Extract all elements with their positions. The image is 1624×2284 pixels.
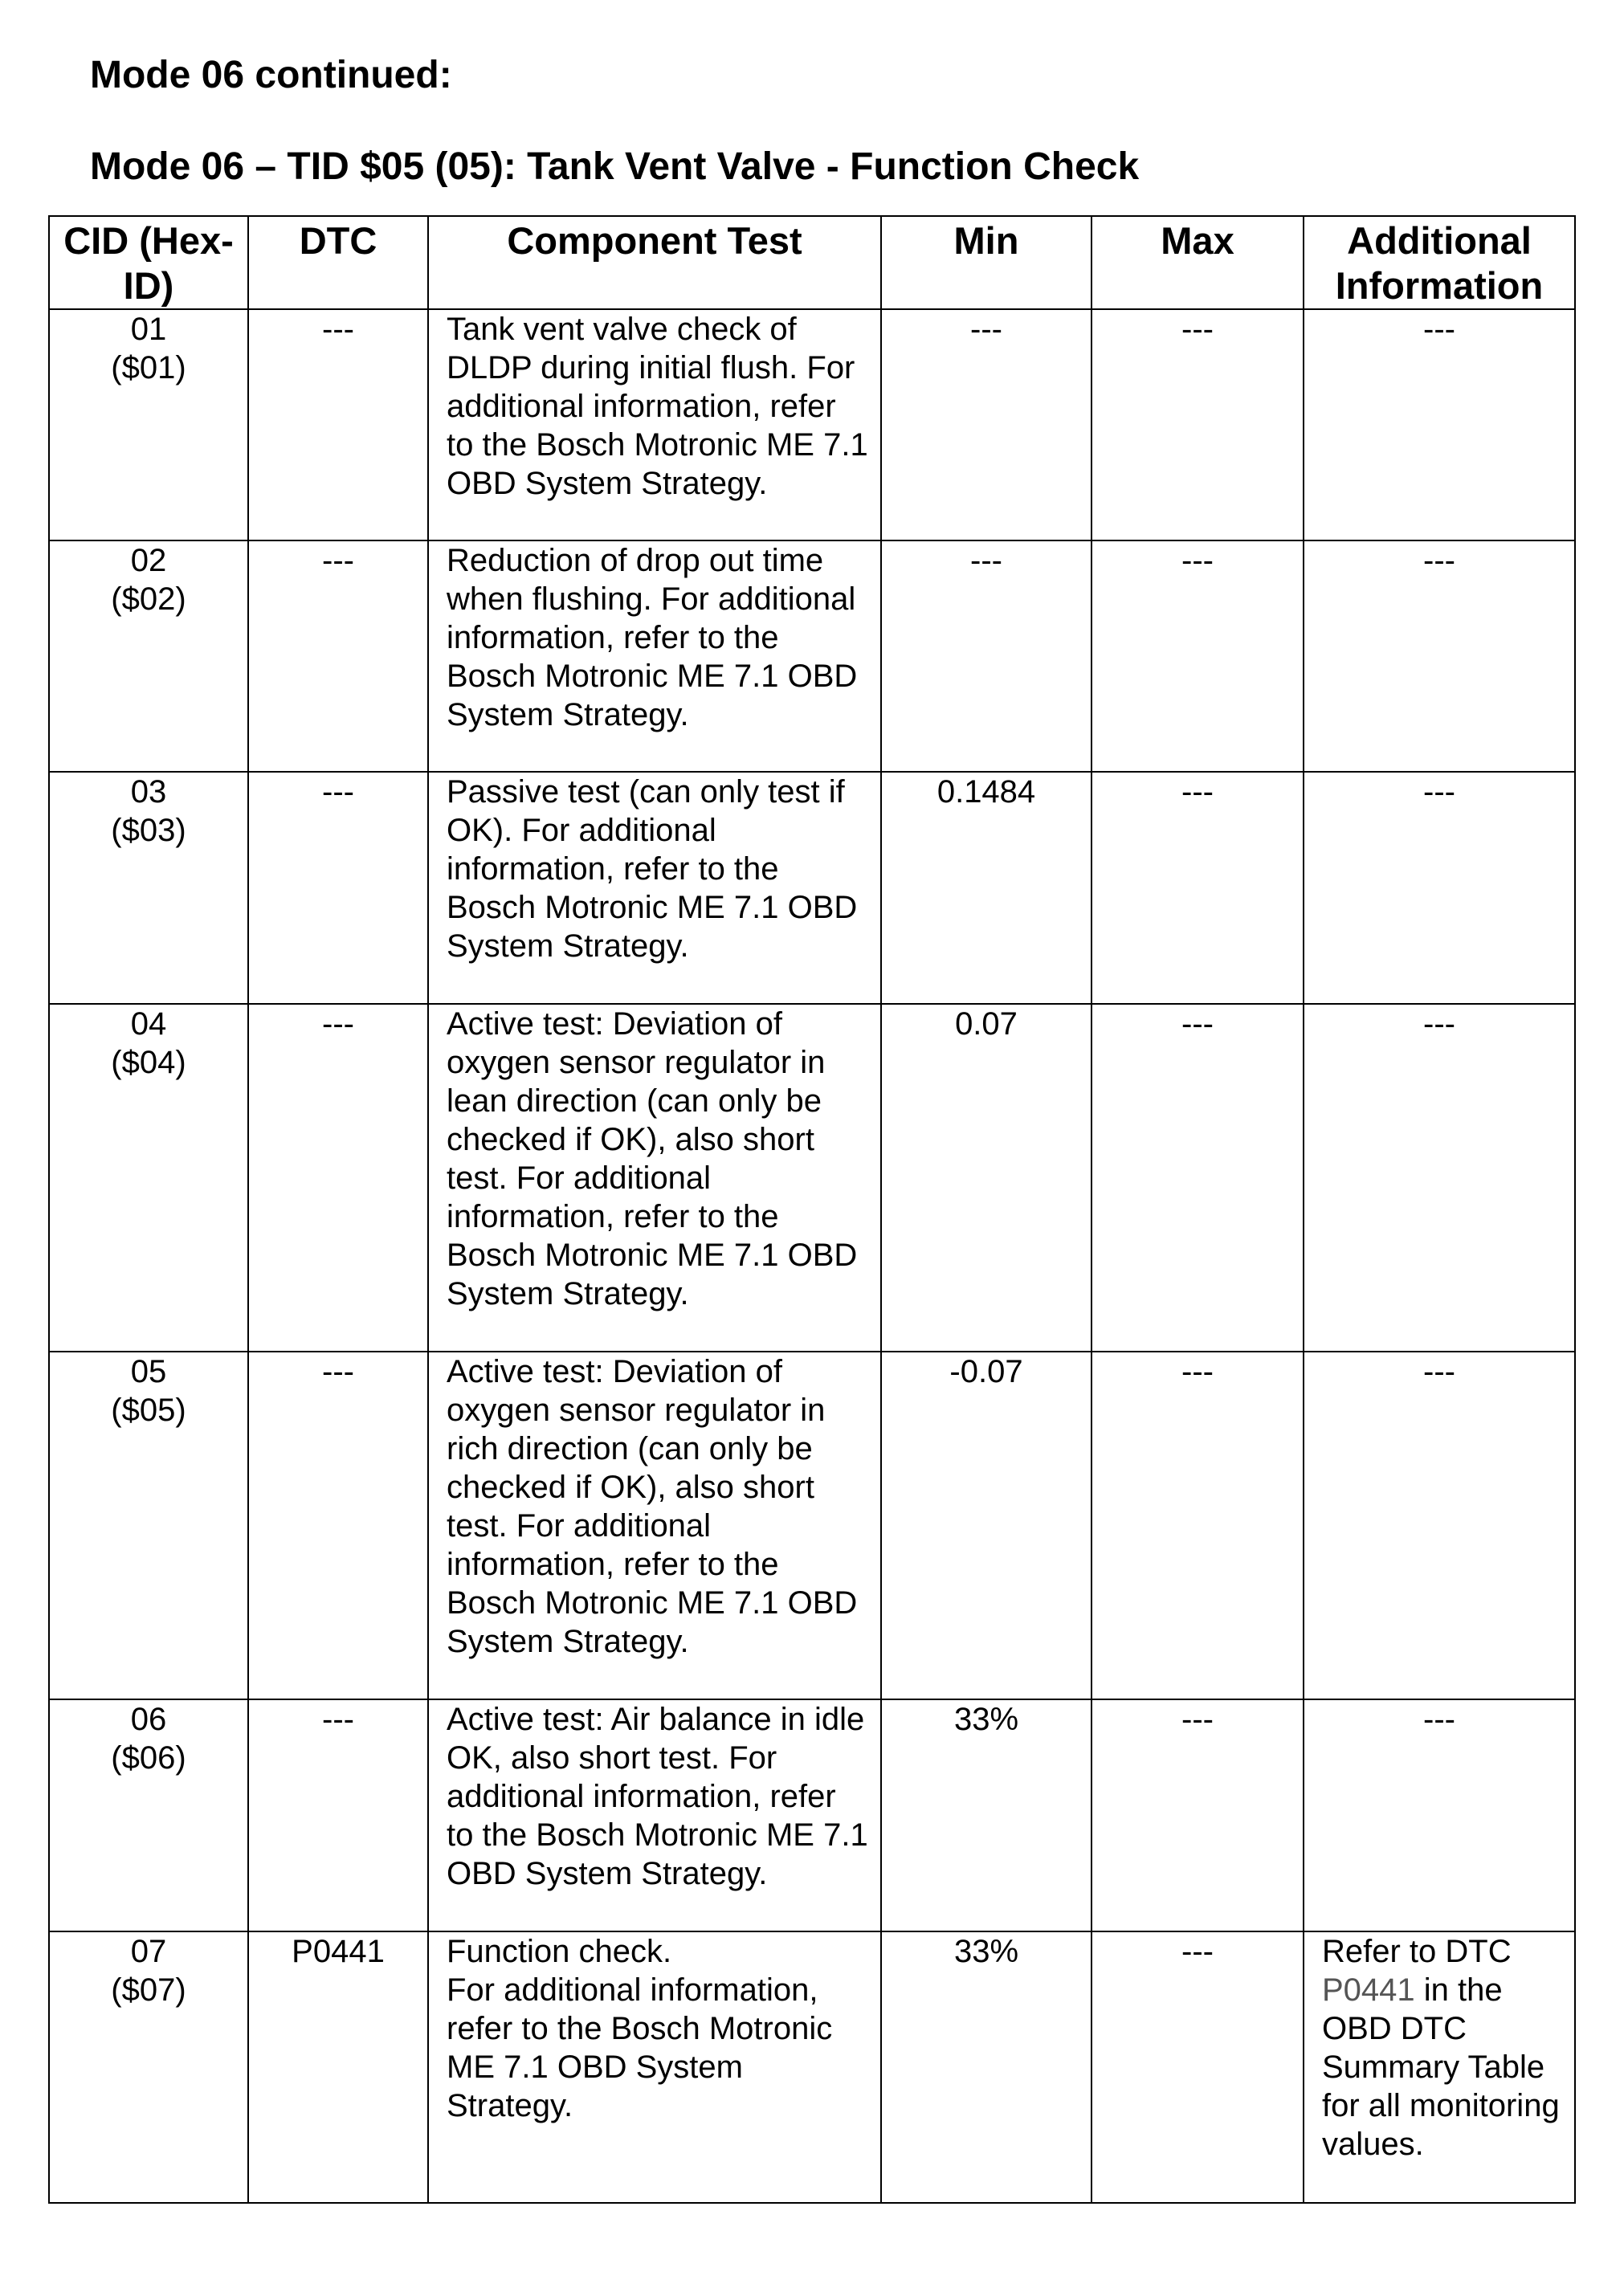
additional-info-cell: --- <box>1304 540 1575 772</box>
min-cell: 0.1484 <box>881 772 1092 1004</box>
cid-cell <box>49 1699 248 1931</box>
cid-cell <box>49 309 248 540</box>
section-title: Mode 06 – TID $05 (05): Tank Vent Valve - Function Check <box>90 145 1140 188</box>
component-test-cell: Active test: Air balance in idle OK, also short test. For additional information, refer to the Bosch Motronic ME 7.1 OBD System Strategy. <box>428 1699 881 1931</box>
table-row <box>49 1352 1575 1699</box>
header-additional-line1: Additional <box>1347 219 1532 262</box>
component-test-cell <box>428 1931 881 2203</box>
table-row <box>49 540 1575 772</box>
dtc-cell: --- <box>248 540 428 772</box>
component-test-cell: Reduction of drop out time when flushing. For additional information, refer to the Bosch Motronic ME 7.1 OBD System Strategy. <box>428 540 881 772</box>
dtc-reference-link[interactable]: P0441 <box>1322 1972 1415 2008</box>
cid-value: 06 <box>130 1702 167 1737</box>
header-cid <box>49 216 248 309</box>
hex-id-value: ($06) <box>111 1740 186 1776</box>
cid-cell <box>49 1352 248 1699</box>
header-additional-information <box>1304 216 1575 309</box>
component-test-cell: Tank vent valve check of DLDP during initial flush. For additional information, refer to the Bosch Motronic ME 7.1 OBD System Strategy. <box>428 309 881 540</box>
hex-id-value: ($03) <box>111 813 186 848</box>
component-test-cell: Active test: Deviation of oxygen sensor regulator in lean direction (can only be checked if OK), also short test. For additional information, refer to the Bosch Motronic ME 7.1 OBD System Strategy. <box>428 1004 881 1352</box>
table-row <box>49 1699 1575 1931</box>
additional-info-cell <box>1304 1931 1575 2203</box>
additional-info-cell: --- <box>1304 1699 1575 1931</box>
header-min: Min <box>881 216 1092 309</box>
cid-value: 05 <box>130 1354 167 1389</box>
cid-value: 01 <box>130 312 167 347</box>
hex-id-value: ($05) <box>111 1393 186 1428</box>
dtc-cell: --- <box>248 772 428 1004</box>
hex-id-value: ($01) <box>111 350 186 385</box>
header-cid-line2: (Hex-ID) <box>123 219 234 307</box>
min-cell: 0.07 <box>881 1004 1092 1352</box>
dtc-cell: --- <box>248 1699 428 1931</box>
header-dtc: DTC <box>248 216 428 309</box>
max-cell: --- <box>1092 772 1304 1004</box>
max-cell: --- <box>1092 1931 1304 2203</box>
cid-value: 04 <box>130 1006 167 1042</box>
cid-cell <box>49 772 248 1004</box>
table-row <box>49 1004 1575 1352</box>
component-test-cell: Passive test (can only test if OK). For additional information, refer to the Bosch Motronic ME 7.1 OBD System Strategy. <box>428 772 881 1004</box>
min-cell: --- <box>881 540 1092 772</box>
cid-cell <box>49 540 248 772</box>
component-test-line2: For additional information, refer to the Bosch Motronic ME 7.1 OBD System Strategy. <box>447 1972 833 2123</box>
header-component-test: Component Test <box>428 216 881 309</box>
header-max: Max <box>1092 216 1304 309</box>
max-cell: --- <box>1092 1352 1304 1699</box>
hex-id-value: ($07) <box>111 1972 186 2008</box>
min-cell: --- <box>881 309 1092 540</box>
hex-id-value: ($02) <box>111 581 186 617</box>
additional-info-cell: --- <box>1304 309 1575 540</box>
dtc-cell: --- <box>248 309 428 540</box>
dtc-cell: P0441 <box>248 1931 428 2203</box>
info-prefix: Refer to DTC <box>1322 1934 1512 1969</box>
cid-value: 07 <box>130 1934 167 1969</box>
max-cell: --- <box>1092 1004 1304 1352</box>
cid-cell <box>49 1931 248 2203</box>
cid-value: 02 <box>130 543 167 578</box>
max-cell: --- <box>1092 540 1304 772</box>
table-row <box>49 309 1575 540</box>
cid-cell <box>49 1004 248 1352</box>
component-test-cell: Active test: Deviation of oxygen sensor regulator in rich direction (can only be checked if OK), also short test. For additional information, refer to the Bosch Motronic ME 7.1 OBD System Strategy. <box>428 1352 881 1699</box>
additional-info-cell: --- <box>1304 1004 1575 1352</box>
dtc-cell: --- <box>248 1004 428 1352</box>
table-row <box>49 772 1575 1004</box>
table-header-row <box>49 216 1575 309</box>
additional-info-cell: --- <box>1304 1352 1575 1699</box>
info-suffix: in the OBD DTC Summary Table for all monitoring values. <box>1322 1972 1560 2162</box>
max-cell: --- <box>1092 1699 1304 1931</box>
header-additional-line2: Information <box>1335 264 1544 307</box>
page-subtitle: Mode 06 continued: <box>90 54 452 96</box>
min-cell: -0.07 <box>881 1352 1092 1699</box>
min-cell: 33% <box>881 1931 1092 2203</box>
max-cell: --- <box>1092 309 1304 540</box>
min-cell: 33% <box>881 1699 1092 1931</box>
component-test-line1: Function check. <box>447 1934 672 1969</box>
header-cid-line1: CID <box>63 219 129 262</box>
additional-info-cell: --- <box>1304 772 1575 1004</box>
dtc-cell: --- <box>248 1352 428 1699</box>
table-row <box>49 1931 1575 2203</box>
cid-value: 03 <box>130 774 167 810</box>
hex-id-value: ($04) <box>111 1045 186 1080</box>
mode06-table <box>48 215 1576 2204</box>
